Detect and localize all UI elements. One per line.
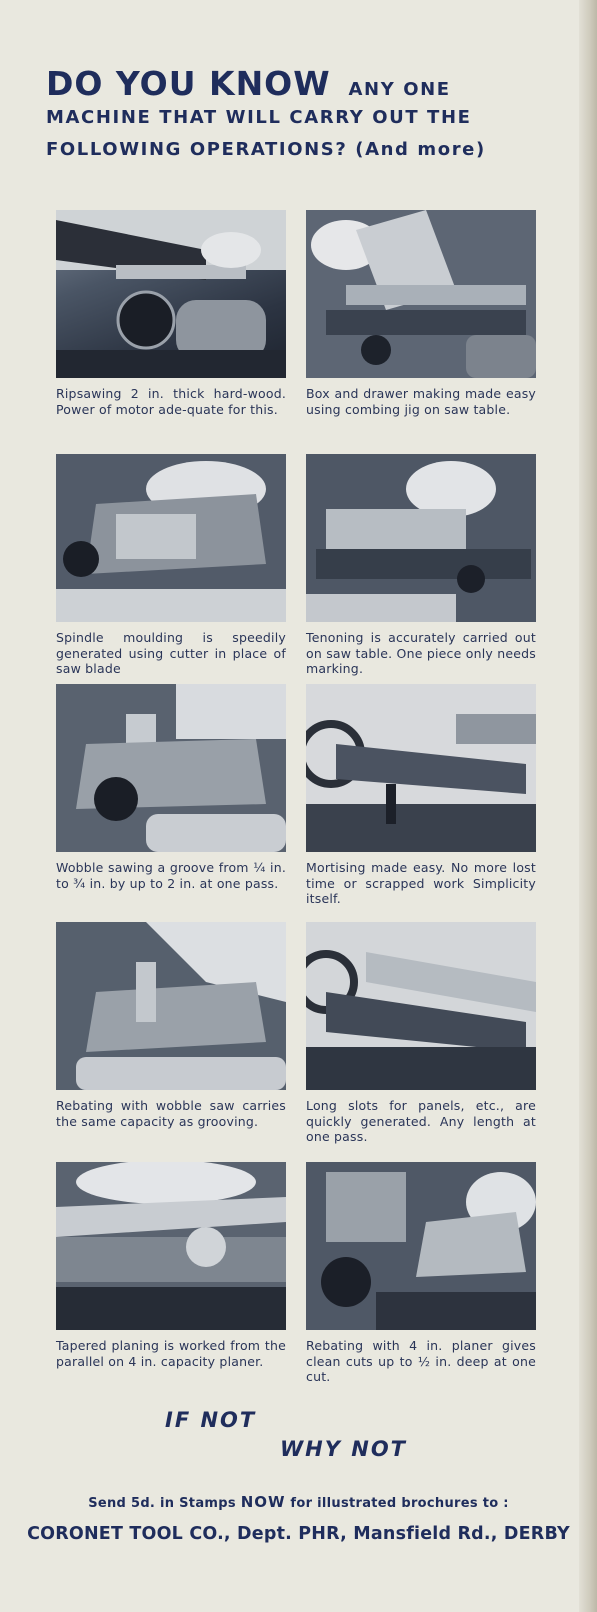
operation-tenoning [306,454,536,677]
company-address: CORONET TOOL CO., Dept. PHR, Mansfield Rd., DERBY [27,1524,570,1544]
operation-caption: Rebating with 4 in. planer gives clean cuts up to ½ in. deep at one cut. [306,1338,536,1384]
operation-caption: Long slots for panels, etc., are quickly generated. Any length at one pass. [306,1098,536,1144]
operation-caption: Tapered planing is worked from the parallel on 4 in. capacity planer. [56,1338,286,1369]
operation-photo [56,454,286,622]
operation-photo [306,210,536,378]
operation-mortising [306,684,536,907]
headline [46,66,546,168]
send-instruction [0,1493,597,1511]
operation-caption: Mortising made easy. No more lost time or scrapped work Simplicity itself. [306,860,536,906]
send-now: NOW [240,1493,286,1511]
operation-spindle-moulding [56,454,286,677]
send-text-after: for illustrated brochures to : [290,1496,509,1511]
operation-photo [306,454,536,622]
operation-wobble-sawing [56,684,286,891]
operation-photo [56,210,286,378]
operation-photo [306,684,536,852]
operation-box-drawer [306,210,536,417]
send-text-before: Send 5d. in Stamps [88,1496,236,1511]
operation-caption: Wobble sawing a groove from ¼ in. to ¾ in. by up to 2 in. at one pass. [56,860,286,891]
operation-rebating-wobble-saw [56,922,286,1129]
operation-caption: Spindle moulding is speedily generated using cutter in place of saw blade [56,630,286,676]
operation-caption: Rebating with wobble saw carries the same capacity as grooving. [56,1098,286,1129]
operation-photo [56,684,286,852]
headline-line-1-rest: ANY ONE [348,79,451,100]
operation-tapered-planing [56,1162,286,1369]
operation-photo [56,922,286,1090]
operation-caption: Ripsawing 2 in. thick hard-wood. Power of motor ade-quate for this. [56,386,286,417]
operation-long-slots [306,922,536,1145]
headline-line-1 [46,66,546,102]
operation-caption: Tenoning is accurately carried out on saw table. One piece only needs marking. [306,630,536,676]
tagline-if-not: IF NOT [165,1408,257,1432]
headline-big-text: DO YOU KNOW [46,64,331,103]
operation-photo [306,922,536,1090]
headline-line-3: FOLLOWING OPERATIONS? (And more) [46,139,486,160]
operation-rebating-planer [306,1162,536,1385]
page-edge-shadow [579,0,597,1612]
operation-photo [306,1162,536,1330]
operation-ripsawing [56,210,286,417]
operation-caption: Box and drawer making made easy using combing jig on saw table. [306,386,536,417]
operation-photo [56,1162,286,1330]
tagline-why-not: WHY NOT [280,1437,408,1461]
headline-line-2: MACHINE THAT WILL CARRY OUT THE [46,107,472,128]
